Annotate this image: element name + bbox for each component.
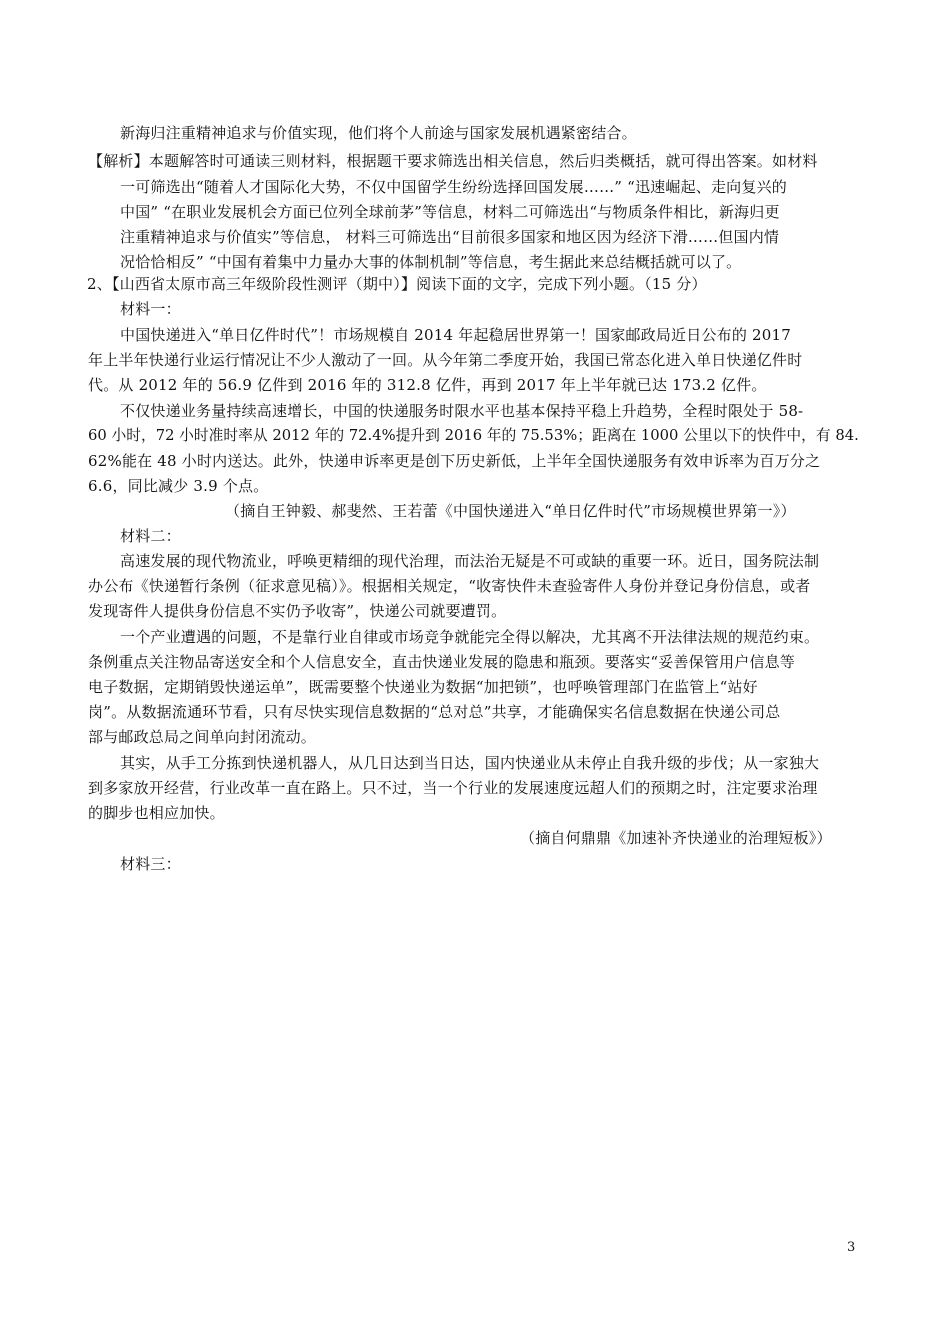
paragraph-line: 中国快递进入“单日亿件时代”！市场规模自 2014 年起稳居世界第一！国家邮政局近日公布的 2017 — [120, 326, 791, 344]
paragraph-line: 高速发展的现代物流业，呼唤更精细的现代治理，而法治无疑是不可或缺的重要一环。近日，国务院法制 — [120, 552, 820, 570]
material-label: 材料二： — [120, 527, 181, 545]
paragraph-line: 60 小时，72 小时准时率从 2012 年的 72.4%提升到 2016 年的 75.53%；距离在 1000 公里以下的快件中，有 84. — [88, 427, 859, 444]
paragraph-line: 电子数据，定期销毁快递运单”，既需要整个快递业为数据“加把锁”，也呼唤管理部门在监管上“站好 — [88, 678, 758, 696]
paragraph-line: 一个产业遭遇的问题，不是靠行业自律或市场竞争就能完全得以解决，尤其离不开法律法规的规范约束。 — [120, 628, 820, 646]
paragraph-line: 62%能在 48 小时内送达。此外，快递申诉率更是创下历史新低，上半年全国快递服务有效申诉率为百万分之 — [88, 452, 821, 470]
answer-tail-line: 新海归注重精神追求与价值实现，他们将个人前途与国家发展机遇紧密结合。 — [120, 124, 637, 142]
source-citation: （摘自王钟毅、郝斐然、王若蕾《中国快递进入“单日亿件时代”市场规模世界第一》） — [225, 502, 796, 520]
analysis-line: 注重精神追求与价值实”等信息， 材料三可筛选出“目前很多国家和地区因为经济下滑……但国内情 — [120, 228, 780, 246]
paragraph-line: 的脚步也相应加快。 — [88, 804, 225, 822]
analysis-line: 【解析】本题解答时可通读三则材料，根据题干要求筛选出相关信息，然后归类概括，就可得出答案。如材料 — [88, 152, 818, 170]
analysis-line: 中国” “在职业发展机会方面已位列全球前茅”等信息，材料二可筛选出“与物质条件相比，新海归更 — [120, 203, 780, 221]
question-heading: 2、【山西省太原市高三年级阶段性测评（期中）】阅读下面的文字，完成下列小题。（15 分） — [87, 275, 707, 293]
paragraph-line: 6.6，同比减少 3.9 个点。 — [88, 477, 269, 495]
analysis-line: 一可筛选出“随着人才国际化大势，不仅中国留学生纷纷选择回国发展……” “迅速崛起、走向复兴的 — [120, 178, 787, 196]
paragraph-line: 代。从 2012 年的 56.9 亿件到 2016 年的 312.8 亿件，再到 2017 年上半年就已达 173.2 亿件。 — [88, 376, 767, 394]
paragraph-line: 部与邮政总局之间单向封闭流动。 — [88, 728, 317, 746]
paragraph-line: 条例重点关注物品寄送安全和个人信息安全，直击快递业发展的隐患和瓶颈。要落实“妥善保管用户信息等 — [88, 653, 796, 671]
paragraph-line: 岗”。从数据流通环节看，只有尽快实现信息数据的“总对总”共享，才能确保实名信息数据在快递公司总 — [88, 703, 781, 721]
material-label: 材料三： — [120, 855, 181, 873]
paragraph-line: 办公布《快递暂行条例（征求意见稿）》。根据相关规定，“收寄快件未查验寄件人身份并登记身份信息，或者 — [88, 577, 811, 595]
analysis-line: 况恰恰相反” “中国有着集中力量办大事的体制机制”等信息，考生据此来总结概括就可以了。 — [120, 253, 742, 271]
page-number: 3 — [847, 1240, 856, 1255]
paragraph-line: 不仅快递业务量持续高速增长，中国的快递服务时限水平也基本保持平稳上升趋势，全程时限处于 58- — [120, 402, 804, 420]
material-label: 材料一： — [120, 300, 181, 318]
source-citation: （摘自何鼎鼎《加速补齐快递业的治理短板》） — [520, 829, 832, 847]
paragraph-line: 到多家放开经营，行业改革一直在路上。只不过，当一个行业的发展速度远超人们的预期之时，注定要求治理 — [88, 779, 818, 797]
paragraph-line: 发现寄件人提供身份信息不实仍予收寄”，快递公司就要遭罚。 — [88, 602, 507, 620]
paragraph-line: 其实，从手工分拣到快递机器人，从几日达到当日达，国内快递业从未停止自我升级的步伐；从一家独大 — [120, 754, 820, 772]
paragraph-line: 年上半年快递行业运行情况让不少人激动了一回。从今年第二季度开始，我国已常态化进入单日快递亿件时 — [88, 351, 803, 369]
